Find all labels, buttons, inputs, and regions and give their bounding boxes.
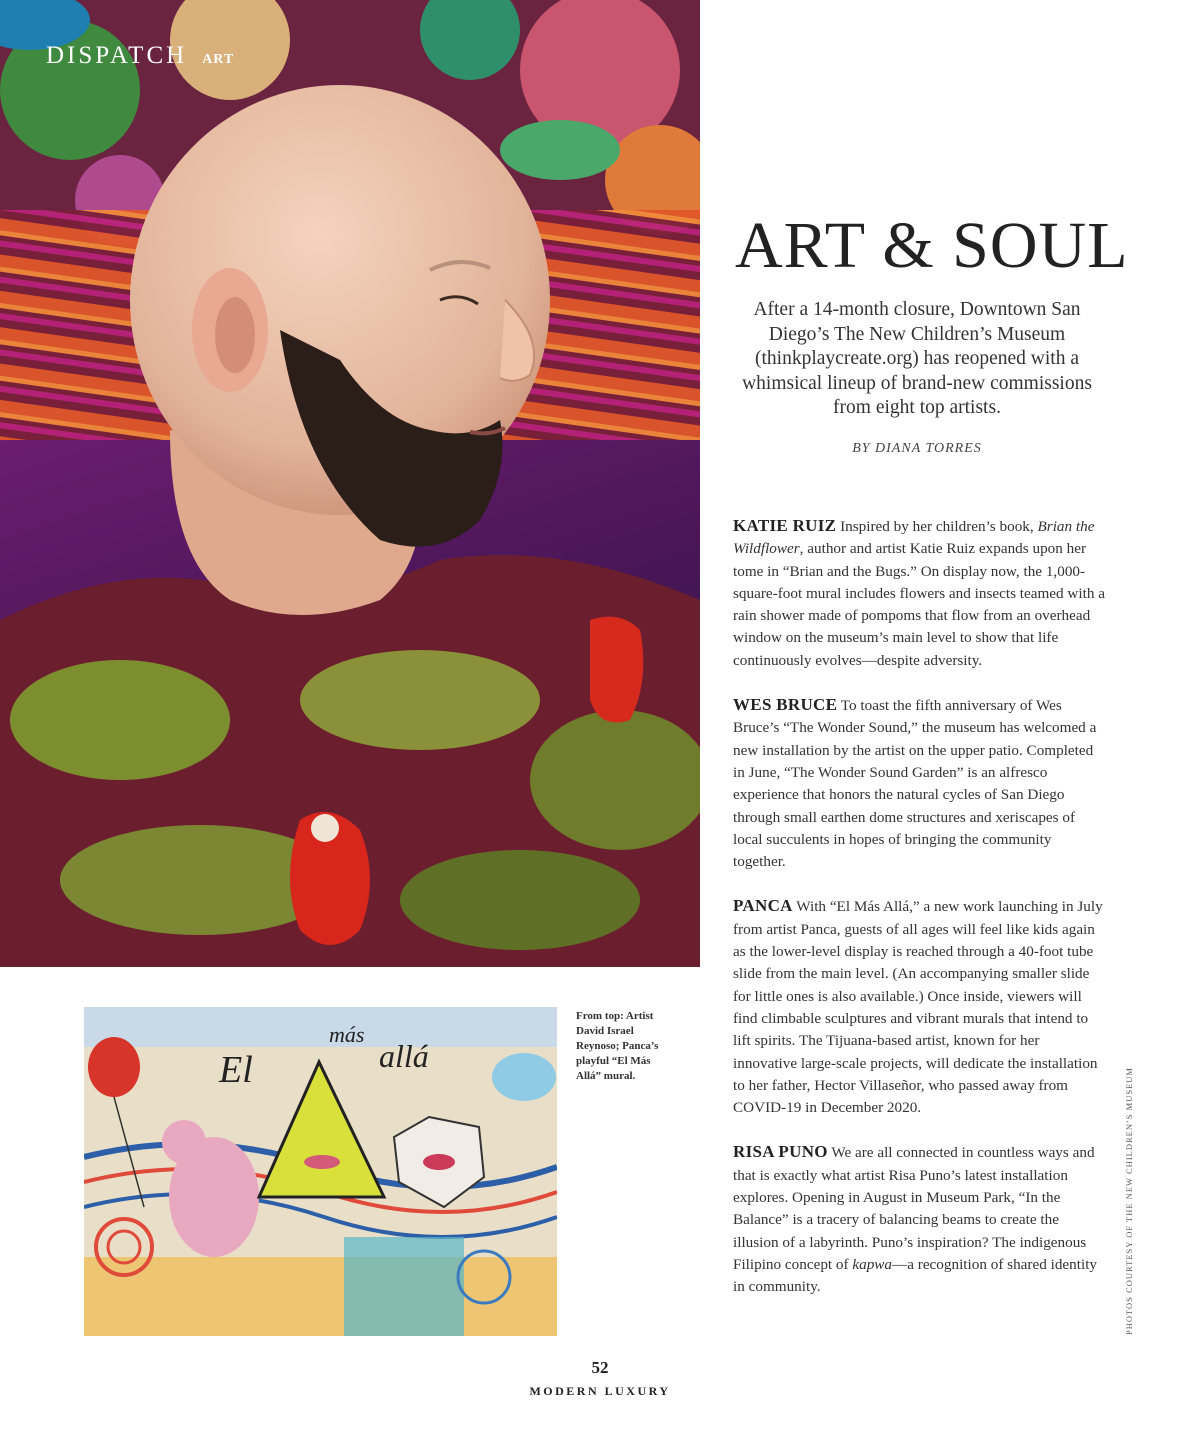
section-name: DISPATCH: [46, 42, 188, 69]
article-risa-puno: [733, 1141, 1105, 1298]
photo-credit: PHOTOS COURTESY OF THE NEW CHILDREN’S MUSEUM: [1124, 1067, 1134, 1335]
concept-term: kapwa: [852, 1255, 893, 1273]
article-panca: [733, 895, 1105, 1119]
mural-word-2: más: [329, 1022, 365, 1047]
dek: After a 14-month closure, Downtown San Diego’s The New Children’s Museum (thinkplaycreate.org) has reopened with a whimsical lineup of brand-new commissions from eight top artists.: [742, 299, 1092, 418]
article-lead: PANCA: [733, 896, 793, 916]
article-lead: KATIE RUIZ: [733, 516, 837, 535]
article-katie-ruiz: [733, 515, 1105, 672]
mural-word-3: allá: [379, 1038, 429, 1074]
article-text: , author and artist Katie Ruiz expands upon her tome in “Brian and the Bugs.” On display now, the 1,000-square-foot mural includes flowers and insects teamed with a rain shower made of pompoms that flow from an overhead window on the museum’s main level to show that life continuously evolves—despite adversity.: [733, 540, 1105, 669]
byline: BY DIANA TORRES: [852, 441, 982, 456]
mural-illustration: [84, 1007, 557, 1336]
article-text: —a recognition of shared identity in community.: [733, 1255, 1098, 1296]
article-text: We are all connected in countless ways and that is exactly what artist Risa Puno’s latest installation explores. Opening in August in Museum Park, “In the Balance” is a tracery of balancing beams to create the illusion of a labyrinth. Puno’s inspiration? The indigenous Filipino concept of: [733, 1144, 1095, 1273]
section-tag: [46, 42, 234, 70]
mural-photo: [84, 1007, 557, 1336]
portrait-illustration: [0, 0, 700, 967]
photo-caption: From top: Artist David Israel Reynoso; Panca’s playful “El Más Allá” mural.: [576, 1010, 659, 1082]
section-category: ART: [202, 52, 235, 67]
article-text: To toast the fifth anniversary of Wes Bruce’s “The Wonder Sound,” the museum has welcomed a new installation by the artist on the upper patio. Completed in June, “The Wonder Sound Garden” is an alfresco experience that honors the natural cycles of San Diego through small earthen dome structures and xeriscapes of local succulents in hopes of bringing the community together.: [733, 697, 1097, 871]
book-title: Brian the Wildflower: [733, 518, 1095, 558]
article-text: Inspired by her children’s book,: [840, 518, 1038, 535]
mural-word-1: El: [219, 1049, 253, 1091]
page-number: 52: [591, 1358, 609, 1377]
article-lead: RISA PUNO: [733, 1142, 828, 1162]
article-lead: WES BRUCE: [733, 695, 838, 715]
magazine-name: MODERN LUXURY: [529, 1384, 671, 1398]
headline: ART & SOUL: [735, 209, 1129, 282]
article-body: [733, 515, 1105, 1321]
article-wes-bruce: [733, 694, 1105, 873]
hero-photo: [0, 0, 700, 967]
article-text: With “El Más Allá,” a new work launching in July from artist Panca, guests of all ages will feel like kids again as the lower-level display is reached through a 40-foot tube slide from the main level. (An accompanying smaller slide for little ones is also available.) Once inside, viewers will find climbable sculptures and vibrant murals that intend to lift spirits. The Tijuana-based artist, known for her innovative large-scale projects, will dedicate the installation to her father, Hector Villaseñor, who passed away from COVID-19 in December 2020.: [733, 898, 1103, 1117]
